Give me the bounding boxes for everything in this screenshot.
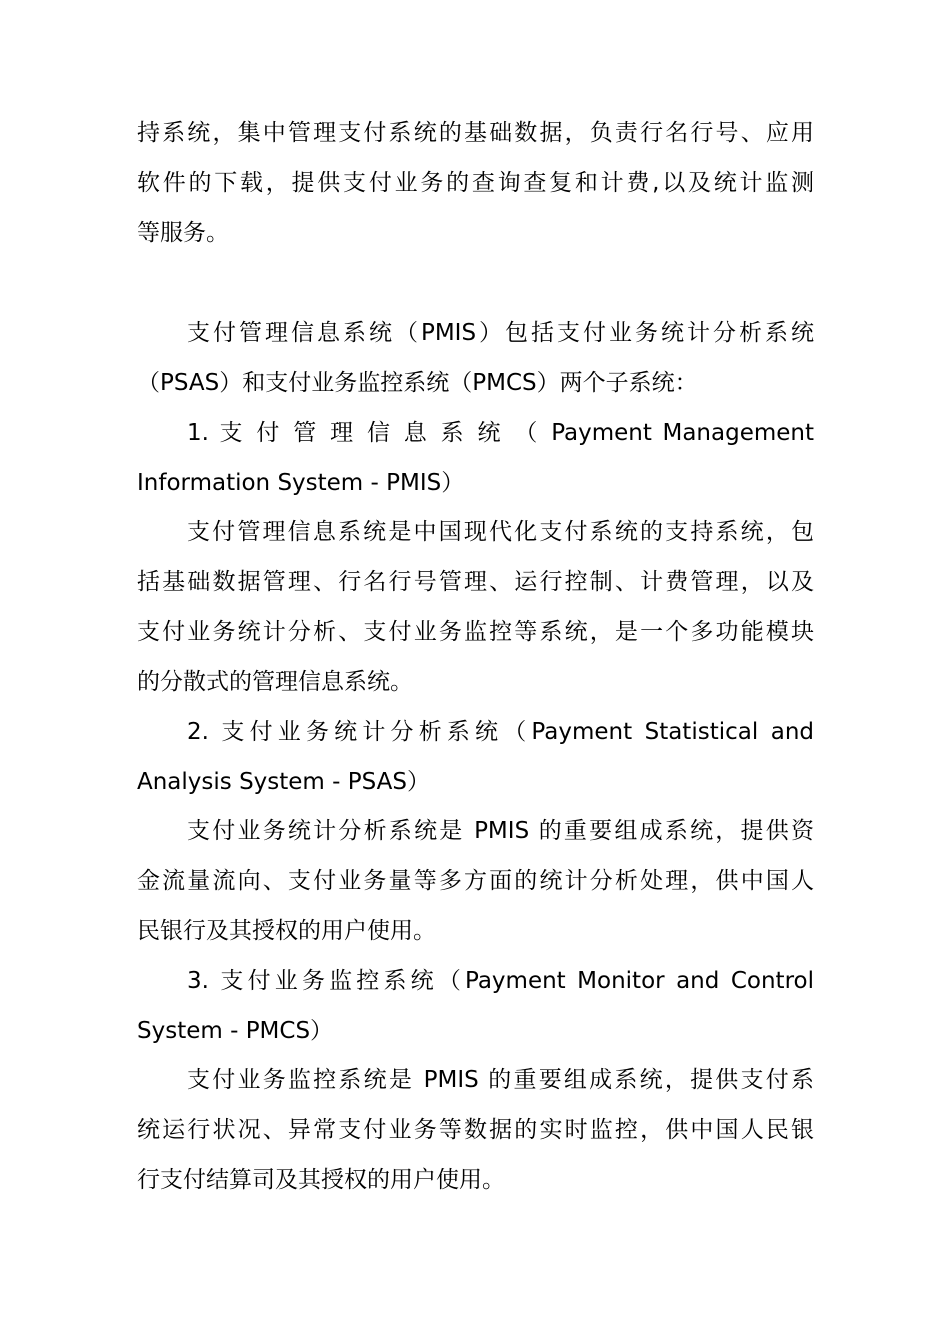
text-line: 支付管理信息系统（PMIS）包括支付业务统计分析系统	[187, 320, 814, 346]
text-line: 持系统，集中管理支付系统的基础数据，负责行名行号、应用	[137, 120, 814, 146]
section-heading: Information System - PMIS）	[137, 470, 465, 496]
text-line: 行支付结算司及其授权的用户使用。	[137, 1167, 505, 1193]
text-line: 统运行状况、异常支付业务等数据的实时监控，供中国人民银	[137, 1117, 814, 1143]
section-heading: System - PMCS）	[137, 1018, 334, 1044]
text-line: 金流量流向、支付业务量等多方面的统计分析处理，供中国人	[137, 868, 814, 894]
text-line: 支付业务统计分析、支付业务监控等系统，是一个多功能模块	[137, 619, 814, 645]
section-heading: 1. 支 付 管 理 信 息 系 统 （ Payment Management	[187, 420, 814, 446]
text-line: 括基础数据管理、行名行号管理、运行控制、计费管理，以及	[137, 569, 814, 595]
text-line: 支付管理信息系统是中国现代化支付系统的支持系统，包	[187, 519, 814, 545]
text-line: 民银行及其授权的用户使用。	[137, 918, 436, 944]
section-heading: 3. 支付业务监控系统（Payment Monitor and Control	[187, 968, 814, 994]
text-line: （PSAS）和支付业务监控系统（PMCS）两个子系统：	[137, 370, 698, 396]
text-line: 等服务。	[137, 220, 229, 246]
text-line: 的分散式的管理信息系统。	[137, 669, 413, 695]
text-line: 支付业务统计分析系统是 PMIS 的重要组成系统，提供资	[187, 818, 814, 844]
text-line: 软件的下载，提供支付业务的查询查复和计费,以及统计监测	[137, 170, 814, 196]
section-heading: Analysis System - PSAS）	[137, 769, 430, 795]
section-heading: 2. 支付业务统计分析系统（Payment Statistical and	[187, 719, 814, 745]
text-line: 支付业务监控系统是 PMIS 的重要组成系统，提供支付系	[187, 1067, 814, 1093]
